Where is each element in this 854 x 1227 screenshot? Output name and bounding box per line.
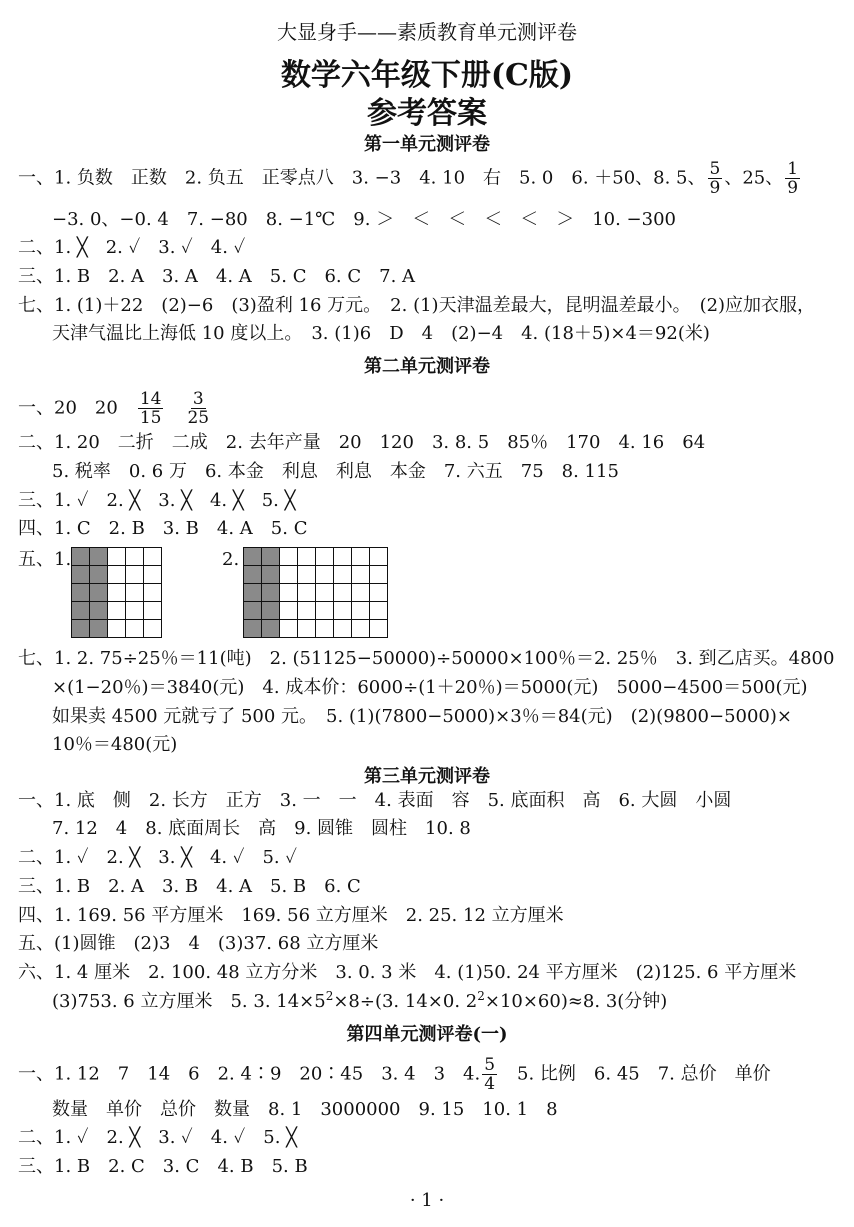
- unit4-line-2: 数量 单价 总价 数量 8. 1 3000000 9. 15 10. 1 8: [52, 1099, 558, 1120]
- unit2-line-1: 一、20 20 $\frac{14}{15}$ $\frac{3}{25}$: [18, 389, 210, 428]
- unit3-line-7: 六、1. 4 厘米 2. 100. 48 立方分米 3. 0. 3 米 4. (1)50. 24 平方厘米 (2)125. 6 平方厘米: [18, 962, 797, 983]
- unit2-line-9: 如果卖 4500 元就亏了 500 元。 5. (1)(7800−5000)×3％＝84(元) (2)(9800−5000)×: [52, 706, 792, 727]
- unit3-line-8: (3)753. 6 立方厘米 5. 3. $14\times 5^2\times 8\div(3$. 14×0. $2^2\times 10\times 60)\approx 8$. 3(分钟): [52, 989, 668, 1012]
- unit3-line-5: 四、1. 169. 56 平方厘米 169. 56 立方厘米 2. 25. 12 立方厘米: [18, 905, 564, 926]
- unit2-line-3: 5. 税率 0. 6 万 6. 本金 利息 利息 本金 7. 六五 75 8. 115: [52, 461, 619, 482]
- unit2-line-7: 七、1. 2. 75÷25％＝11(吨) 2. (51125−50000)÷50000×100％＝2. 25％ 3. 到乙店买。4800: [18, 648, 835, 669]
- unit2-line-10: 10％＝480(元): [52, 734, 178, 755]
- unit1-line-5: 七、1. (1)＋22 (2)−6 (3)盈利 16 万元。 2. (1)天津温差最大，昆明温差最小。 (2)应加衣服，: [18, 295, 816, 316]
- unit2-line-4: 三、1. ✓ 2. ╳ 3. ╳ 4. ╳ 5. ╳: [18, 490, 296, 511]
- hundred-grid-1: [71, 547, 162, 638]
- page-title: 数学六年级下册(C版): [280, 58, 574, 93]
- unit2-line-5: 四、1. C 2. B 3. B 4. A 5. C: [18, 518, 308, 539]
- series-title: 大显身手——素质教育单元测评卷: [277, 20, 577, 44]
- unit1-heading: 第一单元测评卷: [364, 134, 490, 155]
- unit3-heading: 第三单元测评卷: [364, 766, 490, 787]
- unit1-line-4: 三、1. B 2. A 3. A 4. A 5. C 6. C 7. A: [18, 266, 416, 287]
- unit3-line-1: 一、1. 底 侧 2. 长方 正方 3. 一 一 4. 表面 容 5. 底面积 高 6. 大圆 小圆: [18, 790, 732, 811]
- unit1-line-6: 天津气温比上海低 10 度以上。 3. (1)6 D 4 (2)−4 4. (18＋5)×4＝92(米): [52, 323, 710, 344]
- fraction: $\frac{5}{9}$: [709, 159, 721, 198]
- unit1-line-1: 一、1. 负数 正数 2. 负五 正零点八 3. −3 4. 10 右 5. 0 6. ＋50、8. 5、 $\frac{5}{9}$ 、25、 $\frac{1}{9}$: [18, 159, 799, 198]
- fraction: $\frac{5}{4}$: [484, 1055, 496, 1094]
- page-number: · 1 ·: [409, 1190, 445, 1211]
- unit1-line-2: −3. 0、−0. 4 7. −80 8. −1℃ 9. ＞ ＜ ＜ ＜ ＜ ＞ 10. −300: [52, 209, 676, 230]
- unit4-line-3: 二、1. ✓ 2. ╳ 3. ✓ 4. ✓ 5. ╳: [18, 1127, 297, 1148]
- unit3-line-4: 三、1. B 2. A 3. B 4. A 5. B 6. C: [18, 876, 361, 897]
- page-subtitle: 参考答案: [367, 96, 487, 131]
- unit1-line-3: 二、1. ╳ 2. ✓ 3. ✓ 4. ✓: [18, 237, 246, 258]
- unit4-line-4: 三、1. B 2. C 3. C 4. B 5. B: [18, 1156, 308, 1177]
- hundred-grid-2: [243, 547, 388, 638]
- unit2-line-8: ×(1−20％)＝3840(元) 4. 成本价：6000÷(1＋20％)＝5000(元) 5000−4500＝500(元): [52, 677, 808, 698]
- unit2-line-6-label-2: 2.: [222, 549, 240, 570]
- unit3-line-3: 二、1. ✓ 2. ╳ 3. ╳ 4. ✓ 5. ✓: [18, 847, 297, 868]
- fraction: $\frac{14}{15}$: [139, 389, 162, 428]
- unit3-line-6: 五、(1)圆锥 (2)3 4 (3)37. 68 立方厘米: [18, 933, 379, 954]
- fraction: $\frac{1}{9}$: [787, 159, 799, 198]
- fraction: $\frac{3}{25}$: [187, 389, 210, 428]
- unit2-heading: 第二单元测评卷: [364, 356, 490, 377]
- unit3-line-2: 7. 12 4 8. 底面周长 高 9. 圆锥 圆柱 10. 8: [52, 818, 471, 839]
- unit2-line-6-label: 五、1.: [18, 549, 72, 570]
- unit4-heading: 第四单元测评卷(一): [346, 1024, 508, 1045]
- unit4-line-1: 一、1. 12 7 14 6 2. 4∶9 20∶45 3. 4 3 4. $\frac{5}{4}$ 5. 比例 6. 45 7. 总价 单价: [18, 1055, 771, 1094]
- unit2-line-2: 二、1. 20 二折 二成 2. 去年产量 20 120 3. 8. 5 85％ 170 4. 16 64: [18, 432, 706, 453]
